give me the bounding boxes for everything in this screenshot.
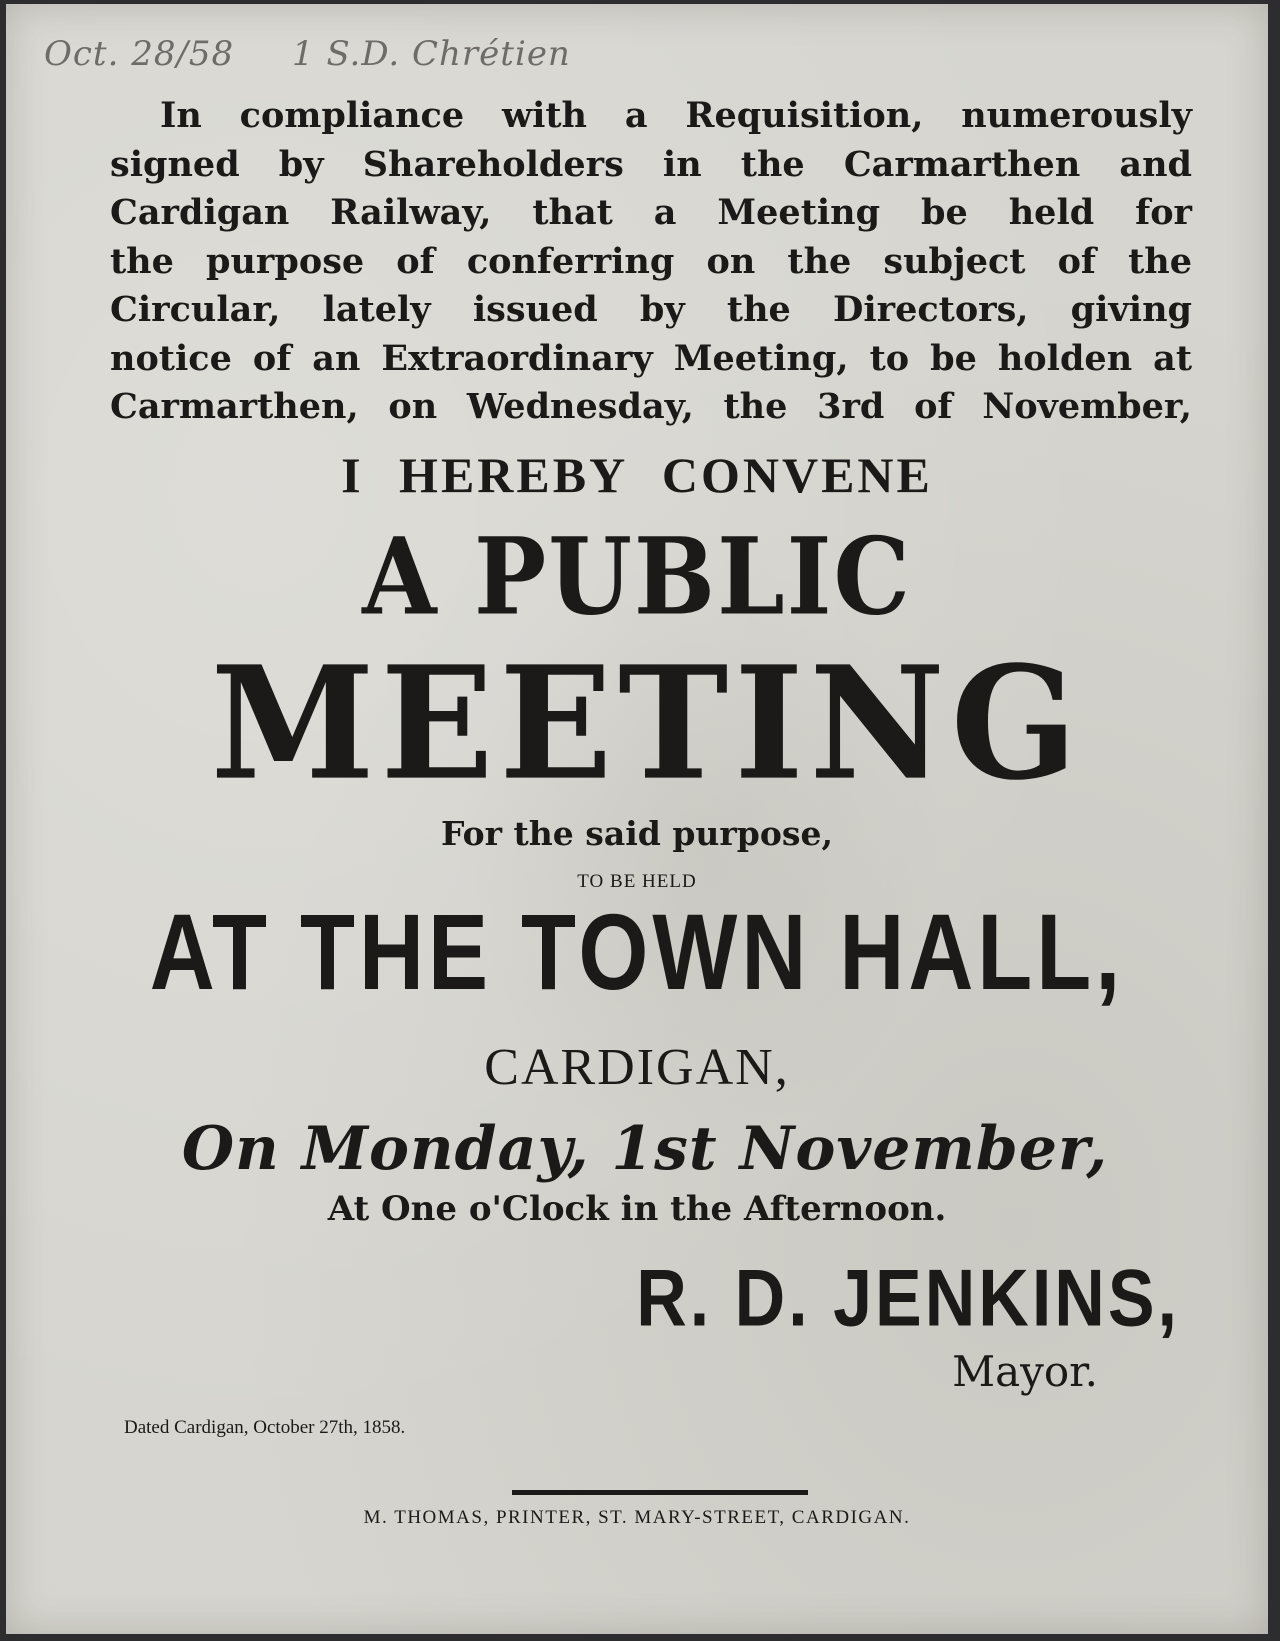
dated-line: Dated Cardigan, October 27th, 1858. (124, 1417, 406, 1438)
paragraph-line: the purpose of conferring on the subject of the (110, 240, 1192, 282)
signatory-name: R. D. JENKINS, (636, 1253, 1180, 1343)
purpose-line: For the said purpose, (441, 814, 833, 853)
paragraph-line: notice of an Extraordinary Meeting, to be holden at (110, 337, 1192, 379)
convene-heading: I HEREBY CONVENE (341, 447, 933, 503)
signatory-title: Mayor. (952, 1347, 1098, 1396)
to-be-held-line: TO BE HELD (577, 871, 697, 892)
requisition-paragraph (110, 92, 1192, 432)
handwritten-annotation (44, 34, 617, 74)
venue-heading: AT THE TOWN HALL, (149, 892, 1125, 1013)
paragraph-line: Carmarthen, on Wednesday, the 3rd of November, (110, 386, 1192, 427)
annotation-date: Oct. 28/58 (44, 34, 235, 74)
meeting-heading: MEETING (210, 631, 1084, 815)
paragraph-line: Cardigan Railway, that a Meeting be held for (110, 192, 1192, 233)
paragraph-line: In compliance with a Requisition, numerously (160, 95, 1192, 136)
paragraph-line: signed by Shareholders in the Carmarthen and (110, 143, 1192, 185)
printer-imprint: M. THOMAS, PRINTER, ST. MARY-STREET, CARDIGAN. (363, 1507, 911, 1528)
paragraph-line: Circular, lately issued by the Directors, giving (110, 289, 1192, 330)
divider-rule (512, 1490, 808, 1495)
annotation-note: 1 S.D. Chrétien (292, 34, 571, 74)
time-line: At One o'Clock in the Afternoon. (327, 1189, 947, 1229)
town-line: CARDIGAN, (484, 1039, 790, 1096)
date-line: On Monday, 1st November, (181, 1114, 1109, 1184)
public-heading: A PUBLIC (362, 514, 912, 639)
poster-sheet (6, 4, 1268, 1634)
